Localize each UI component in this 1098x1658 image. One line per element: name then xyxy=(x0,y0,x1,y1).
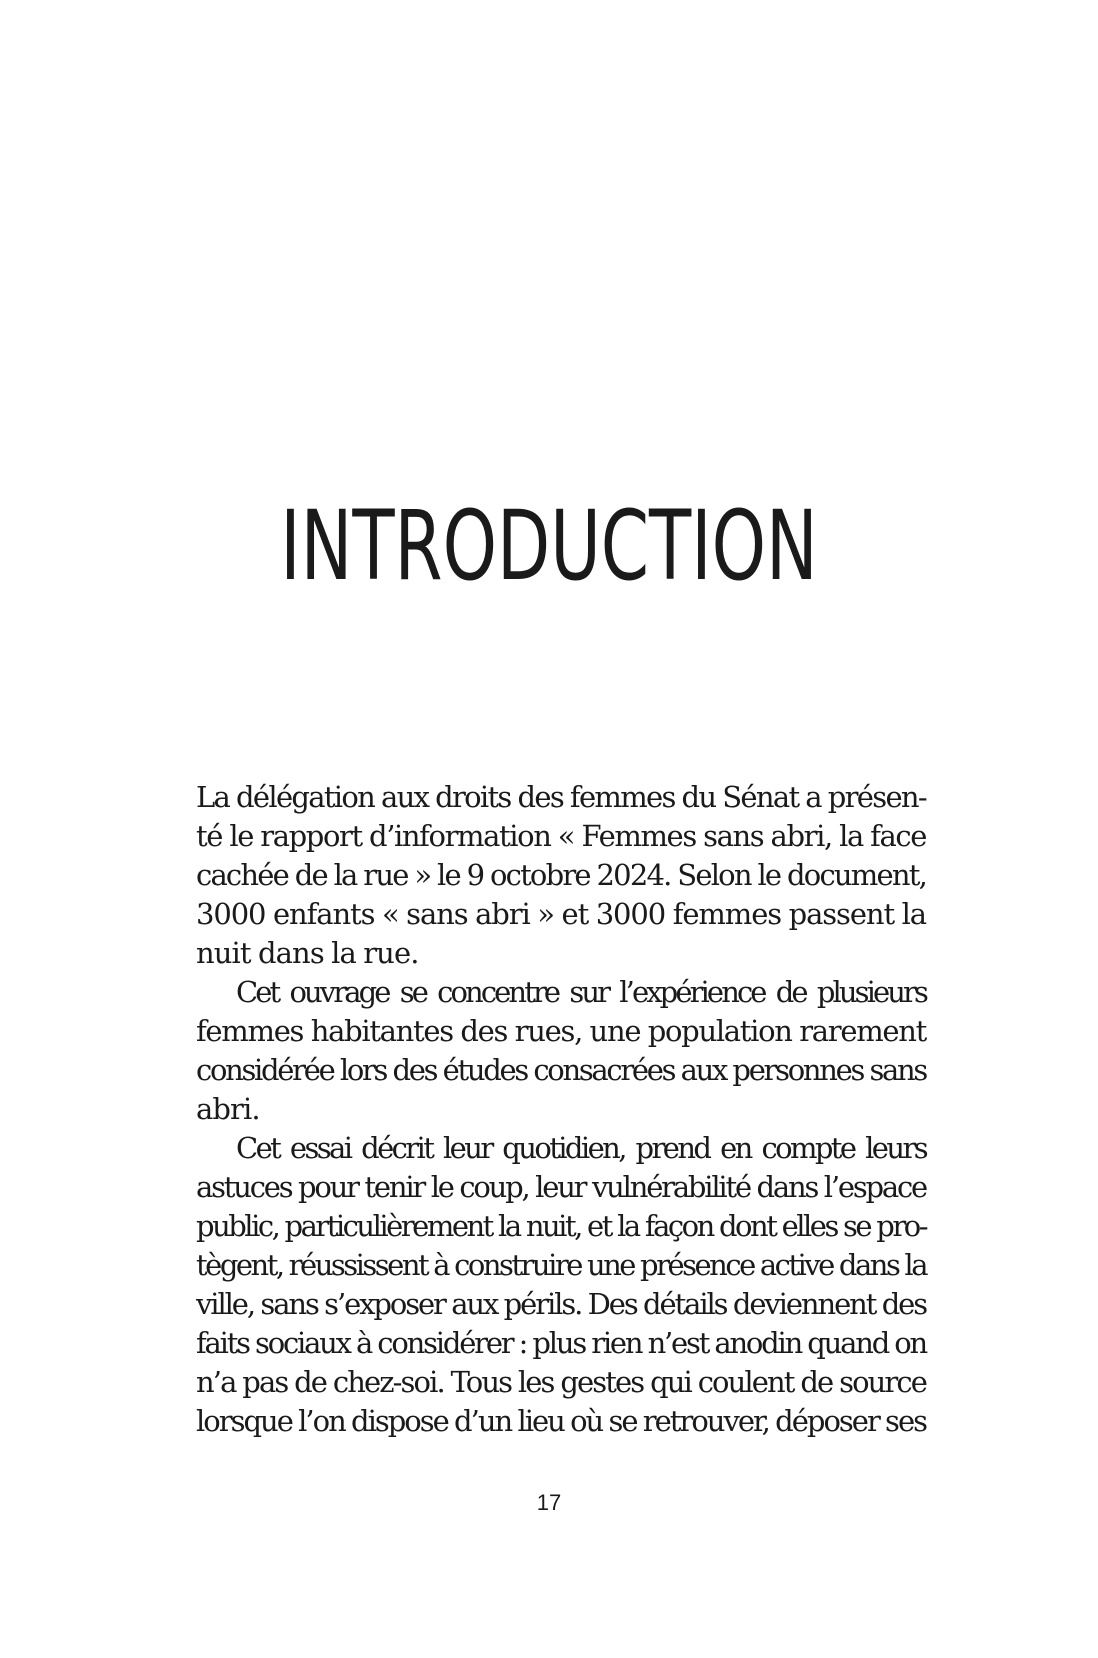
text-line: té le rapport d’information « Femmes sans abri, la face xyxy=(196,819,926,853)
text-line: faits sociaux à considérer : plus rien n’est anodin quand on xyxy=(196,1326,926,1360)
body-text xyxy=(196,778,926,1441)
text-line: La délégation aux droits des femmes du Sénat a présen- xyxy=(196,780,926,814)
text-line: tègent, réussissent à construire une présence active dans la xyxy=(196,1248,926,1282)
text-line: public, particulièrement la nuit, et la façon dont elles se pro- xyxy=(196,1209,926,1243)
page-number: 17 xyxy=(536,1490,562,1515)
text-line: astuces pour tenir le coup, leur vulnérabilité dans l’espace xyxy=(196,1170,926,1204)
text-line: 3000 enfants « sans abri » et 3000 femmes passent la xyxy=(196,897,926,931)
paragraph-1 xyxy=(196,778,926,973)
text-line: n’a pas de chez-soi. Tous les gestes qui coulent de source xyxy=(196,1365,926,1399)
chapter-title: INTRODUCTION xyxy=(280,490,818,602)
text-line: considérée lors des études consacrées aux personnes sans xyxy=(196,1053,926,1087)
text-line: cachée de la rue » le 9 octobre 2024. Selon le document, xyxy=(196,858,926,892)
text-line: abri. xyxy=(196,1092,260,1126)
paragraph-2 xyxy=(196,973,926,1129)
paragraph-3 xyxy=(196,1129,926,1441)
text-line: Cet essai décrit leur quotidien, prend en compte leurs xyxy=(236,1131,926,1165)
text-line: lorsque l’on dispose d’un lieu où se retrouver, déposer ses xyxy=(196,1404,926,1438)
text-line: femmes habitantes des rues, une population rarement xyxy=(196,1014,926,1048)
text-line: nuit dans la rue. xyxy=(196,936,419,970)
text-line: ville, sans s’exposer aux périls. Des détails deviennent des xyxy=(196,1287,926,1321)
text-line: Cet ouvrage se concentre sur l’expérience de plusieurs xyxy=(236,975,926,1009)
